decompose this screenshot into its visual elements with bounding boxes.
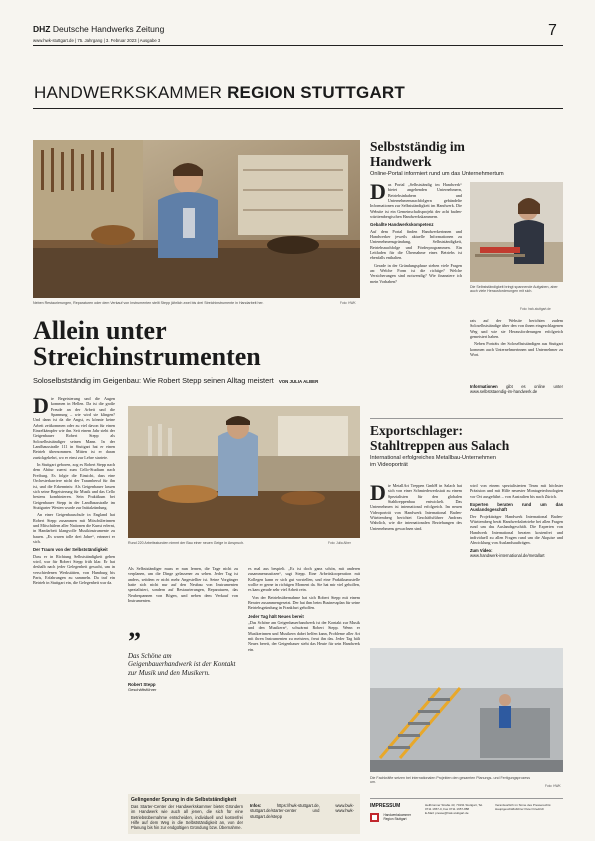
side2-paragraph-3: Der Projektträger Handwerk International Baden-Württemberg berät Handwerksbetriebe bei allen Fragen rund um das Auslandsgeschäft. Die Experten von Handwerk International beraten kostenfrei und individuell zu allen Fragen rund um die Akquise und Abwicklung von Auslandsaufträgen. (470, 513, 563, 546)
side2-subheading: Experten beraten rund um das Auslandsgeschäft (470, 502, 563, 513)
side2-column-2 (470, 483, 563, 613)
main-photo-caption: Neben Restaurierungen, Reparaturen oder dem Verkauf von Instrumenten stellt Stepp jährlich zwei bis drei Streichinstrumente in Handarbeit her. (33, 301, 264, 305)
side2-subhead (370, 455, 563, 468)
col3-paragraph-3: „Das Schöne am Geigenbauerhandwerk ist der Kontakt zur Musik und den Musikern“, schwärmt Robert Stepp. Wenn er Musikerinnen und Musikern dabei helfen kann, Probleme aller Art mit ihren Instrumenten zu meistern, freut ihn das. Jeder Tag hält Neues bereit, der Geigenbauer steht das Heute für sein Handwerk ein. (248, 620, 360, 652)
woman-in-workshop-photo (470, 182, 563, 282)
impressum-address (425, 803, 490, 815)
impressum-logo (370, 813, 422, 831)
side2-headline-line-2: Stahltreppen aus Salach (370, 437, 510, 453)
side2-photo (370, 648, 563, 772)
impressum-org-line-1: Handwerkskammer (383, 813, 411, 817)
pull-quote-text: Das Schöne am Geigenbauerhandwerk ist der Kontakt zur Musik und den Musikern. (128, 652, 236, 677)
box-text: Das Starter-Center der Handwerkskammer bietet Gründern im Handwerk wie auch all jenen, die sich für eine Betriebsübernahme entscheiden, individuell und kostenfrei Hilfe auf dem Weg in die Selbstständigkeit an, von der Planung bis hin zur endgültigen Gründung bzw. Übernahme. (131, 804, 243, 831)
quote-mark-icon: ” (128, 627, 141, 656)
masthead-title (33, 24, 164, 34)
side2-photo-caption: Die Fachkräfte setzen bei internationalen Projekten den gesamten Planungs- und Fertigungsprozess um. (370, 776, 531, 785)
side1-info-text: gibt es online unter www.selbststaendig-im-handwerk.de (470, 384, 563, 395)
box-heading: Gelingender Sprung in die Selbstständigkeit (131, 797, 237, 803)
masthead-divider (33, 45, 563, 46)
impressum-responsible: Verantwortlich im Sinne des Presserechts: Hauptgeschäftsführer Peter Friedrich (495, 803, 552, 811)
secondary-photo-caption: Rund 220 Arbeitsstunden nimmt der Bau einer neuen Geige in Anspruch. (128, 541, 245, 545)
box-info-text: https://hwk-stuttgart.de, www.bwk-stuttgart.de/starter-center und www.hwk-stuttgart.de/stepp (250, 803, 355, 819)
side2-subhead-line-2: im Videoporträt (370, 461, 408, 468)
side2-photo-credit: Foto: HWK (545, 784, 561, 788)
side1-paragraph-4: rats auf der Website berichten zudem Soloselbstständige über den von ihnen eingeschlagenen Weg und wie sie Herausforderungen erfolgreich gemeistert haben. (470, 318, 563, 340)
box-info-label: Infos: (250, 803, 262, 808)
section-divider (33, 108, 563, 109)
side2-video-label: Zum Video: (470, 547, 493, 553)
impressum-contact: E-Mail: presse@hwk-stuttgart.de (425, 811, 469, 815)
impressum (370, 798, 563, 839)
headline-line-1: Allein unter (33, 316, 167, 345)
main-photo (33, 140, 360, 298)
col1-subheading: Der Traum von der Selbstständigkeit (33, 547, 108, 553)
starter-center-box (128, 794, 360, 834)
page-number: 7 (548, 22, 557, 39)
side1-column-2 (470, 318, 563, 380)
side1-info-label: Informationen (470, 384, 498, 389)
pull-quote-name: Robert Stepp (128, 682, 156, 688)
article-column-1 (33, 396, 115, 791)
side2-headline (370, 424, 563, 453)
col1-paragraph-3: An einer Geigenbauschule in England hat Robert Stepp zusammen mit Mitschülerinnen und Mitschülern aller Nationen die Kunst erlernt, in Handarbeit klangvolle Musikinstrumente zu bauen. „Es waren tolle drei Jahre“, erinnert er sich. (33, 512, 115, 544)
side1-photo (470, 182, 563, 282)
article-headline (33, 318, 360, 370)
col3-paragraph-1: es mal aus bespielt. „Es ist doch ganz schön, mit anderen zusammenzusitzen“, sagt Stepp. Eine Arbeitskooperation mit Kollegen kann er sich gut vorstellen, und eine Praktikumsstelle wollte er gerne in richtigen Moment da. Sie hat mir viel geholfen, es kam gerade sehr viel Arbeit rein. (248, 566, 360, 593)
violin-workshop-photo (33, 140, 360, 298)
sidebar-divider (370, 418, 563, 419)
sidebar-article-2 (370, 424, 563, 468)
masthead-logo-name: Deutsche Handwerks Zeitung (52, 24, 165, 34)
secondary-photo (128, 406, 360, 538)
impressum-title: IMPRESSUM (370, 803, 401, 809)
impressum-address-text: Heilbronner Straße 43, 70191 Stuttgart, Tel. 0711 1657-0, Fax 0711 1657-888 (425, 803, 483, 811)
side2-video-link[interactable]: www.handwerk-international.de/metallart (470, 553, 545, 559)
box-info (250, 803, 354, 819)
subhead-text: Soloselbstständig im Geigenbau: Wie Robert Stepp seinen Alltag meistert (33, 376, 274, 385)
side2-headline-line-1: Exportschlager: (370, 423, 463, 438)
section-title (34, 83, 405, 103)
side1-paragraph-1: as Portal „Selbstständig im Handwerk“ bietet angehenden Unternehmern, Betriebsinhabern und Unternehmensnachfolgern gebündelte Informationen zur Selbstständigkeit im Handwerk. Die Website ist ein Gemeinschaftsprojekt der acht baden-württembergischen Handwerkskammern. (370, 182, 462, 220)
col3-paragraph-2: Von der Betriebsübernahme hat sich Robert Stepp mit einem Berater zusammengesetzt. Der hat ihm beim Businessplan für seine Betriebsgründung in Frankfurt geholfen. (248, 594, 360, 611)
violin-maker-at-bench-photo (128, 406, 360, 538)
impressum-org-line-2: Region Stuttgart (383, 817, 407, 821)
masthead-subline: www.hwk-stuttgart.de | 75. Jahrgang | 3. Februar 2023 | Ausgabe 3 (33, 38, 161, 43)
article-column-2: Als Selbstständiger muss er nun lernen, die Tage nicht zu verplanen, um die Dinge gelassener zu sehen. Jeder Tag ist anders, seitdem er nicht mehr Angestellter ist. Seine Vorgänger hatte sich nicht nur auf den Neubau von Instrumenten spezialisiert, sondern auf Restaurierungen, Reparaturen, das Neubespannen von Bögen, und neben dem Verkauf von Instrumenten. (128, 566, 238, 604)
side1-column-1 (370, 182, 462, 380)
side1-dropcap: D (370, 182, 386, 204)
col1-paragraph-2: In Stuttgart geboren, zog es Robert Stepp nach dem Abitur zuerst zum Cello-Studium nach Freiburg. Es folgte die Einsicht, dass eine Orchesterkarriere nicht der Traumberuf für ihn ist, und die Erkenntnis: Als Geigenbauer lassen sich seine Begeisterung für Musik und das Cello bestens kombinieren. Sein Praktikum bei Geigenbauer Stepp in der Landhausstraße im Stuttgarter Westen wurde zur Initialzündung. (33, 462, 115, 510)
side1-paragraph-5: Neben Porträts der Soloselbstständigen aus Stuttgart kommen auch Unternehmerinnen und Unternehmer zu Wort. (470, 341, 563, 358)
chamber-logo-icon (370, 813, 379, 822)
sidebar-article-1 (370, 140, 563, 178)
section-title-light: HANDWERKSKAMMER (34, 83, 223, 102)
side2-paragraph-1: ie MetallArt Treppen GmbH in Salach hat sich von einer Schmiedewerkstatt zu einem Spezialisten für den globalen Stahltreppenbau entwickelt. Das Unternehmen ist international erfolgreich. Im neuen Videoporträt von Handwerk International Baden-Württemberg berichtet Geschäftsführer Andreas Wahrlich, wie die internationalen Beziehungen des Unternehmens gewachsen sind. (370, 483, 462, 531)
side1-photo-credit: Foto: hwk-stuttgart.de (520, 307, 551, 311)
pull-quote-role: Geschäftsführer (128, 687, 157, 693)
article-column-3 (248, 566, 360, 788)
side1-paragraph-2: Auf dem Portal finden Handwerkerinnen und Handwerker jeweils aktuelle Informationen zu Unternehmensgründung, Selbstständigkeit, Betriebsnachfolge und Förderprogrammen. Ein Leitfaden für die Übernahme eines Betriebs ist ebenfalls enthalten. (370, 228, 462, 261)
side2-paragraph-2: wird von einem spezialisierten Team mit höchster Präzision und mit Hilfe neuester Montagetechnologien vor Ort ausgeführt – von Australien bis nach Zürich. (470, 483, 563, 499)
byline: VON JULIA ALBER (278, 379, 319, 384)
section-title-bold: REGION STUTTGART (227, 83, 405, 102)
side2-dropcap: D (370, 483, 386, 505)
side2-column-1 (370, 483, 462, 613)
side1-photo-caption: Die Selbstständigkeit bringt spannende Aufgaben, aber auch viele Herausforderungen mit sich. (470, 285, 558, 294)
secondary-photo-credit: Foto: Julia Alber (328, 541, 351, 545)
col1-intro: ie Begeisterung und die Augen kommen in Hellen. Da ist die große Freude an der Arbeit und die Spannung – wie wird sie klingen? Und dann ist da die Angst, es könnte keine Arbeit zeitkommen oder zu viel davon für einen Einzelkämpfer wie ihn. Seit einem Jahr steht der Geigenbauer Robert Stepp als Soloselbstständiger seinen Mann. In der Landhausstraße 111 in Stuttgart hat er einen Betrieb übernommen. Mitten ist er daran zurückgekehrt, wo er einst zur Lehre startete. (33, 396, 115, 460)
col1-paragraph-4: Dass er in Richtung Selbstständigkeit gehen wird, war für Robert Stepp früh klar. Er hat deshalb nach jeder Gelegenheit gesucht, um in verschiedenen Werkstätten, von Hamburg bis Paris, Erfahrungen zu sammeln. Da traf ein Betrieb in Stuttgart ein, die Gelegenheit war da. (33, 553, 115, 586)
side1-headline-line-1: Selbstständig im (370, 139, 465, 154)
side1-headline (370, 140, 563, 169)
col3-subheading: Jeder Tag hält Neues bereit (248, 613, 304, 619)
pull-quote (128, 627, 236, 693)
side1-subhead: Online-Portal informiert rund um das Unternehmertum (370, 171, 504, 177)
side1-headline-line-2: Handwerk (370, 153, 432, 169)
article-subhead (33, 376, 363, 385)
side2-video (470, 548, 563, 559)
main-photo-credit: Foto: HWK (340, 301, 356, 305)
masthead-logo-prefix: DHZ (33, 24, 51, 34)
side1-paragraph-3: Gerade in der Gründungsphase stehen viele Fragen an: Welche Form ist die richtige? Welche Versicherungen sind notwendig? Wie finanziere ich mein Vorhaben? (370, 262, 462, 284)
steel-staircase-factory-photo (370, 648, 563, 772)
side2-subhead-line-1: International erfolgreiches Metallbau-Unternehmen (370, 455, 496, 461)
side1-subheading: Geballte Handwerkskompetenz (370, 222, 434, 228)
headline-line-2: Streichinstrumenten (33, 342, 261, 371)
dropcap: D (33, 396, 49, 418)
side1-info (470, 384, 563, 395)
